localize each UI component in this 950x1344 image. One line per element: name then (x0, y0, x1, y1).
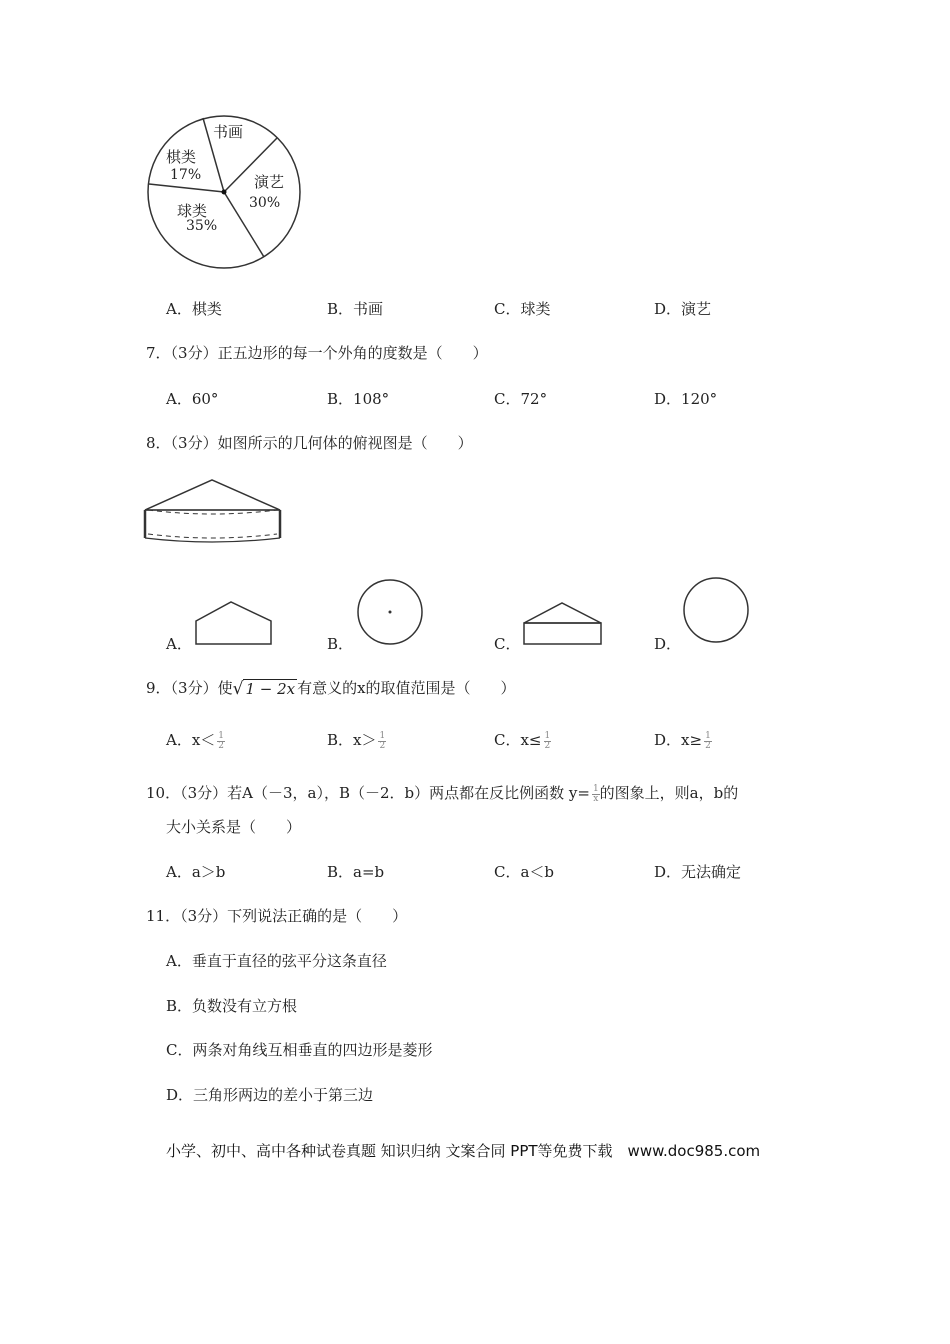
q9-option-a (166, 730, 225, 751)
pie-label-yanyi: 演艺 (254, 173, 285, 191)
q6-option-b: B．书画 (327, 300, 384, 318)
q8-option-c-figure (521, 600, 605, 648)
fraction-denominator: 2 (705, 740, 711, 751)
q9-option-d-fraction (704, 732, 712, 751)
q10-fraction (592, 785, 600, 804)
fraction-numerator: 1 (379, 730, 386, 741)
q10-stem-part-a: 10．（3分）若A（－3，a），B（－2．b）两点都在反比例函数 y= (146, 784, 590, 802)
pie-center-dot (222, 190, 227, 195)
q11-option-c: C．两条对角线互相垂直的四边形是菱形 (166, 1041, 433, 1059)
q8-solid-figure (140, 474, 290, 549)
fraction-denominator: 2 (218, 740, 225, 751)
q6-option-d: D．演艺 (654, 300, 712, 318)
fraction-numerator: 1 (218, 730, 225, 741)
q9-option-c-label: C．x≤ (494, 731, 542, 749)
q8-option-d: D． (654, 635, 682, 653)
q9-option-d-label: D．x≥ (654, 731, 703, 749)
q9-option-b-fraction (378, 732, 386, 751)
q8-option-c: C． (494, 635, 521, 653)
fraction-denominator: x (593, 793, 599, 804)
pie-divider-left (149, 184, 224, 192)
pie-label-qiulei: 球类 (177, 202, 208, 220)
q9-radicand: 1 − 2x (245, 680, 296, 698)
q9-option-a-fraction (217, 732, 225, 751)
q9-option-c (494, 730, 551, 751)
q6-option-c: C．球类 (494, 300, 551, 318)
fraction-numerator: 1 (592, 783, 599, 794)
q10-option-d: D．无法确定 (654, 863, 742, 881)
q8-option-b: B． (327, 635, 354, 653)
fraction-numerator: 1 (705, 730, 711, 741)
q9-option-b (327, 730, 386, 751)
q9-stem-suffix: 有意义的x的取值范围是（ ） (297, 679, 516, 697)
q9-option-a-label: A．x＜ (166, 731, 216, 749)
q9-option-c-fraction (544, 732, 552, 751)
q8-option-a: A． (166, 635, 192, 653)
pie-pct-qilei: 17% (170, 167, 202, 183)
q11-option-b: B．负数没有立方根 (166, 997, 298, 1015)
q7-option-b: B．108° (327, 390, 390, 408)
q8-stem: 8．（3分）如图所示的几何体的俯视图是（ ） (146, 434, 473, 452)
pie-label-qilei: 棋类 (166, 148, 197, 166)
q9-stem (146, 678, 516, 699)
q7-stem: 7．（3分）正五边形的每一个外角的度数是（ ） (146, 344, 488, 362)
q7-option-c: C．72° (494, 390, 548, 408)
q10-option-c: C．a＜b (494, 863, 555, 881)
q8-option-a-figure (193, 600, 275, 648)
q10-stem-line1 (146, 783, 738, 804)
pie-pct-yanyi: 30% (249, 195, 281, 211)
q8-option-d-figure (682, 576, 752, 646)
q10-stem-part-b: 的图象上，则a，b的 (599, 784, 739, 802)
q11-option-d: D．三角形两边的差小于第三边 (166, 1086, 374, 1104)
q10-option-a: A．a＞b (166, 863, 226, 881)
fraction-numerator: 1 (544, 730, 551, 741)
q10-option-b: B．a=b (327, 863, 385, 881)
q9-option-d (654, 730, 712, 751)
fraction-denominator: 2 (544, 740, 551, 751)
footer-download-link[interactable]: 小学、初中、高中各种试卷真题 知识归纳 文案合同 PPT等免费下载 www.doc985.com (166, 1142, 761, 1160)
q9-stem-prefix: 9．（3分）使 (146, 679, 233, 697)
q11-stem: 11．（3分）下列说法正确的是（ ） (146, 907, 408, 925)
q11-option-a: A．垂直于直径的弦平分这条直径 (166, 952, 387, 970)
q6-option-a: A．棋类 (166, 300, 222, 318)
q8-option-b-figure (356, 578, 426, 648)
pie-pct-qiulei: 35% (186, 218, 218, 234)
q7-option-a: A．60° (166, 390, 219, 408)
q9-option-b-label: B．x＞ (327, 731, 377, 749)
pie-label-shuhua: 书画 (213, 123, 244, 141)
q9-sqrt-expression: √ 1 − 2x (232, 679, 296, 699)
q10-stem-line2: 大小关系是（ ） (166, 818, 302, 836)
fraction-denominator: 2 (379, 740, 386, 751)
q7-option-d: D．120° (654, 390, 718, 408)
